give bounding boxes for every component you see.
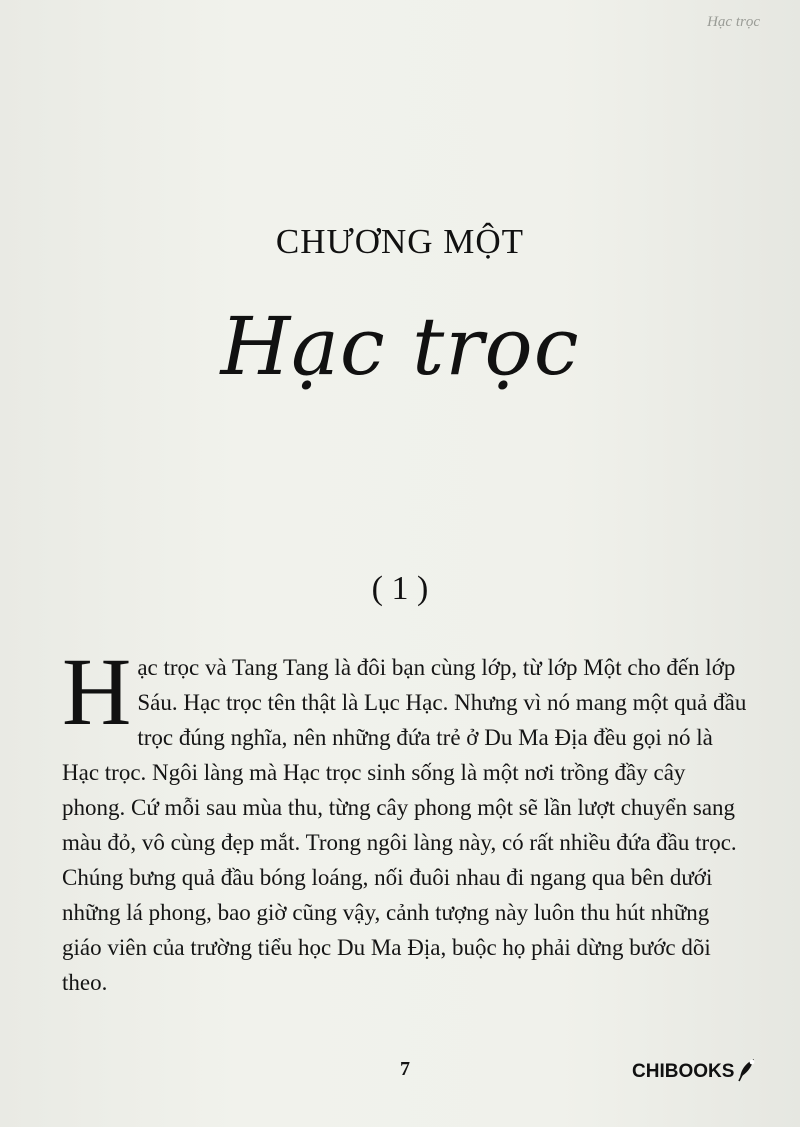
leaf-icon: [736, 1056, 758, 1087]
body-text: [62, 638, 754, 1000]
running-head: Hạc trọc: [707, 14, 760, 30]
chapter-title: Hạc trọc: [220, 300, 580, 393]
section-number: ( 1 ): [371, 570, 429, 607]
chapter-label: CHƯƠNG MỘT: [275, 222, 525, 261]
publisher-logo-text: CHIBOOKS: [632, 1060, 735, 1082]
drop-cap: H: [62, 638, 132, 745]
publisher-logo: [632, 1056, 758, 1087]
paragraph: ạc trọc và Tang Tang là đôi bạn cùng lớp, từ lớp Một cho đến lớp Sáu. Hạc trọc tên thật là Lục Hạc. Nhưng vì nó mang một quả đầu trọc đúng nghĩa, nên những đứa trẻ ở Du Ma Địa đều gọi nó là Hạc trọc. Ngôi làng mà Hạc trọc sinh sống là một nơi trồng đầy cây phong. Cứ mỗi sau mùa thu, từng cây phong một sẽ lần lượt chuyển sang màu đỏ, vô cùng đẹp mắt. Trong ngôi làng này, có rất nhiều đứa đầu trọc. Chúng bưng quả đầu bóng loáng, nối đuôi nhau đi ngang qua bên dưới những lá phong, bao giờ cũng vậy, cảnh tượng này luôn thu hút những giáo viên của trường tiểu học Du Ma Địa, buộc họ phải dừng bước dõi theo.: [62, 655, 747, 995]
page-number: 7: [400, 1058, 410, 1080]
